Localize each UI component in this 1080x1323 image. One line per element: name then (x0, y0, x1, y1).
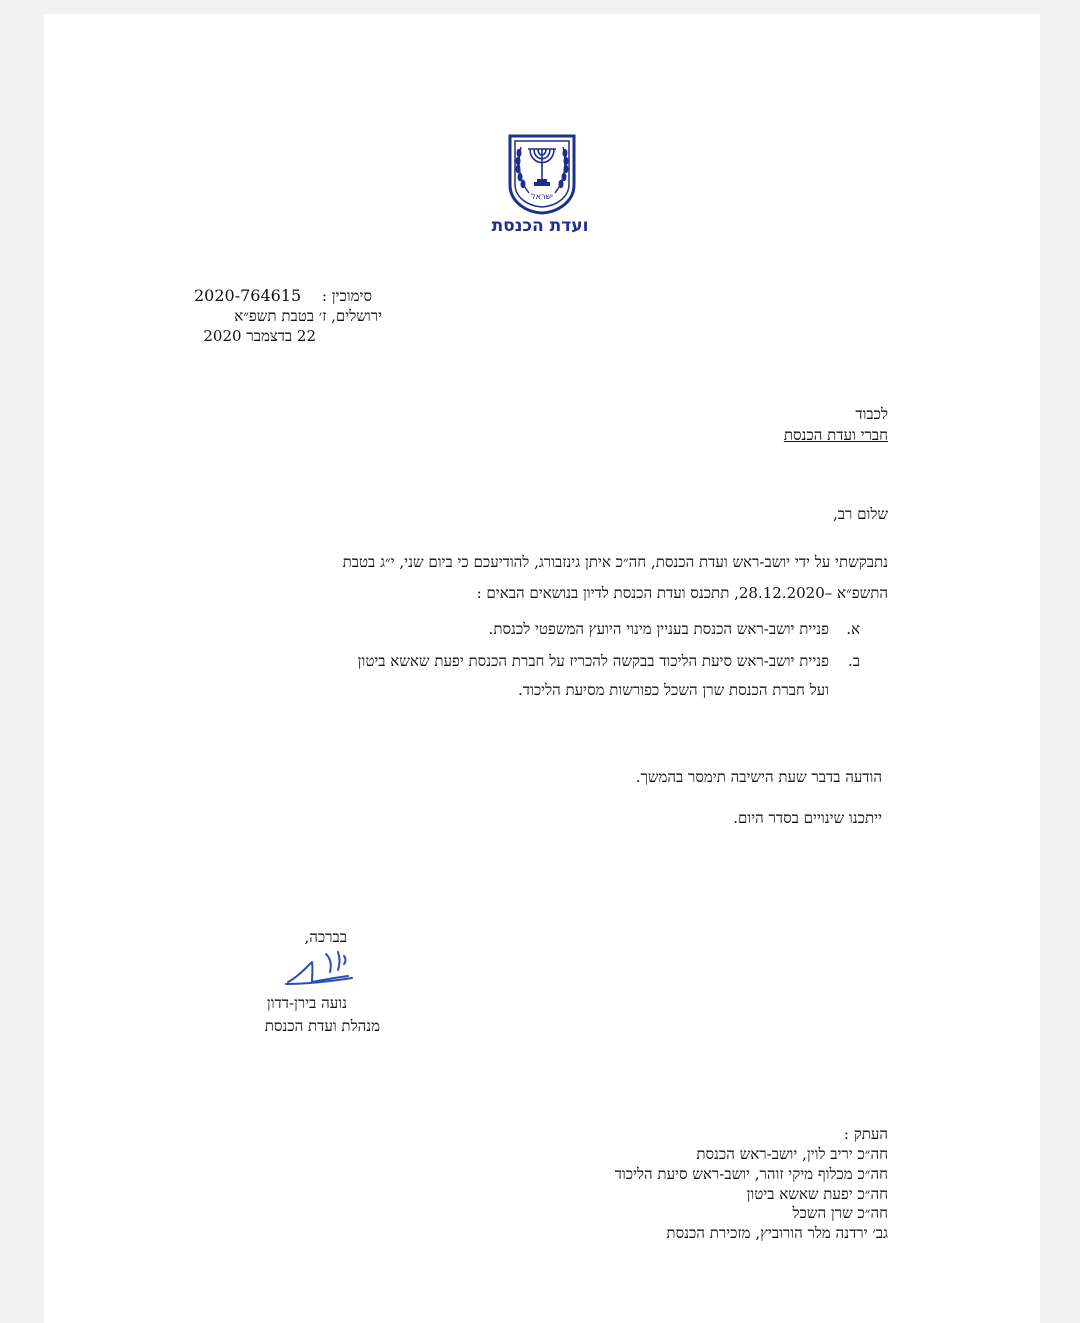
addressee-label: לכבוד (855, 405, 888, 423)
cc-recipient: גב׳ ירדנה מלר הורוביץ, מזכירת הכנסת (666, 1224, 888, 1242)
state-emblem-icon (507, 133, 577, 215)
signer-name: נועה בירן-דדון (266, 994, 347, 1012)
cc-recipient: חה״כ מכלוף מיקי זוהר, יושב-ראש סיעת הליכוד (614, 1165, 888, 1183)
cc-recipient: חה״כ יפעת שאשא ביטון (746, 1185, 888, 1203)
meeting-time-notice: הודעה בדבר שעת הישיבה תימסר בהמשך. (635, 768, 882, 786)
cc-label: העתק : (843, 1125, 888, 1143)
reference-number: 2020-764615 (194, 286, 302, 305)
addressee-name: חברי ועדת הכנסת (783, 426, 888, 444)
handwritten-signature-icon (282, 948, 354, 990)
agenda-item-letter: ב. (848, 652, 860, 670)
body-paragraph-line-1: נתבקשתי על ידי יושב-ראש ועדת הכנסת, חה״כ איתן גינזבורג, להודיעכם כי ביום שני, י״ג בטבת (342, 553, 888, 571)
greeting: שלום רב, (833, 505, 888, 523)
cc-recipient: חה״כ יריב לוין, יושב-ראש הכנסת (696, 1145, 888, 1163)
committee-name: ועדת הכנסת (491, 216, 589, 236)
gregorian-date: 22 בדצמבר 2020 (203, 327, 316, 345)
agenda-change-notice: ייתכנו שינויים בסדר היום. (733, 809, 882, 827)
reference-label: סימוכין : (321, 287, 372, 305)
cc-recipient: חה״כ שרן השכל (792, 1204, 888, 1222)
signer-title: מנהלת ועדת הכנסת (264, 1017, 380, 1035)
agenda-item-text: פניית יושב-ראש סיעת הליכוד בבקשה להכריז על חברת הכנסת יפעת שאשא ביטון (357, 652, 829, 670)
agenda-item-text: פניית יושב-ראש הכנסת בעניין מינוי היועץ המשפטי לכנסת. (488, 620, 829, 638)
closing: בברכה, (304, 928, 347, 946)
body-paragraph-line-2: התשפ״א –28.12.2020, תתכנס ועדת הכנסת לדיון בנושאים הבאים : (476, 584, 888, 602)
place-hebrew-date: ירושלים, ז׳ בטבת תשפ״א (234, 307, 382, 325)
emblem-text: ישראל (531, 192, 553, 201)
agenda-item-text-continued: ועל חברת הכנסת שרן השכל כפורשות מסיעת הליכוד. (518, 681, 829, 699)
agenda-item-letter: א. (846, 620, 860, 638)
